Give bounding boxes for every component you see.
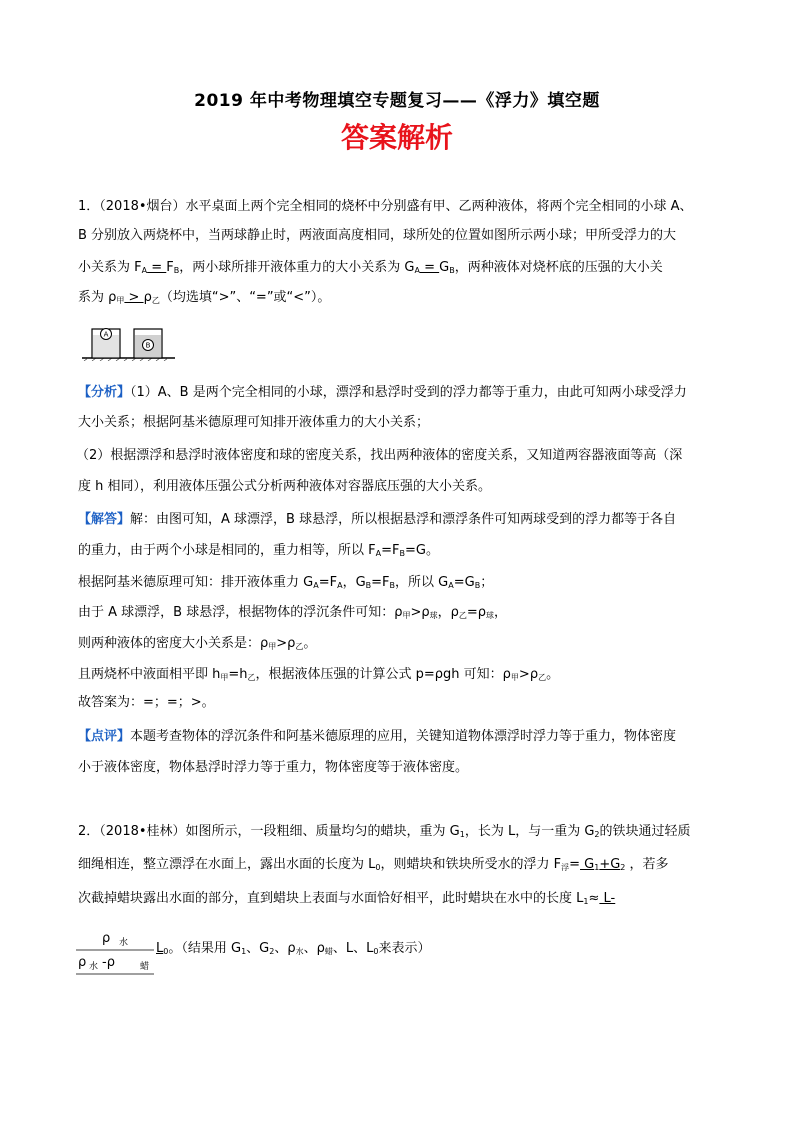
q2-line-4: $L_0$。（结果用 $G_1$、$G_2$、$\rho_水$、$\rho_蜡$、L、$L_0$来表示）	[156, 941, 431, 956]
frac-numerator-sub: 水	[119, 938, 129, 948]
answer-subtitle: 答案解析	[340, 121, 453, 154]
q1-solution-5: 则两种液体的密度大小关系是：$\rho_甲>\rho_乙$。	[78, 636, 317, 651]
frac-numerator: ρ	[102, 931, 111, 946]
q1-solution-1: 【解答】解：由图可知，A 球漂浮，B 球悬浮，所以根据悬浮和漂浮条件可知两球受到的浮力都等于各自	[78, 512, 677, 527]
q1-solution-6: 且两烧杯中液面相平即 $h_甲=h_乙$，根据液体压强的计算公式 p=ρgh 可知：$\rho_甲>\rho_乙$。	[78, 667, 560, 682]
frac-denominator-sub2: 蜡	[140, 962, 150, 972]
q1-comment-1: 【点评】本题考查物体的浮沉条件和阿基米德原理的应用，关键知道物体漂浮时浮力等于重力，物体密度	[78, 729, 677, 744]
q1-analysis-4: 度 h 相同），利用液体压强公式分析两种液体对容器底压强的大小关系。	[78, 479, 492, 494]
q2-line-3: 次截掉蜡块露出水面的部分，直到蜡块上表面与水面恰好相平，此时蜡块在水中的长度 $L_1\approx L-$	[78, 891, 616, 906]
q1-solution-2: 的重力，由于两个小球是相同的，重力相等，所以 $F_A=F_B=G$。	[78, 543, 439, 558]
q1-analysis-2: 大小关系；根据阿基米德原理可知排开液体重力的大小关系；	[78, 415, 430, 430]
q1-line-1: 1．（2018•烟台）水平桌面上两个完全相同的烧杯中分别盛有甲、乙两种液体，将两个完全相同的小球 A、	[78, 199, 693, 214]
q1-solution-4: 由于 A 球漂浮，B 球悬浮，根据物体的浮沉条件可知：$\rho_甲>\rho_球$，$\rho_乙=\rho_球$，	[78, 605, 508, 620]
q2-line-2: 细绳相连，整立漂浮在水面上，露出水面的长度为 $L_0$，则蜡块和铁块所受水的浮力 $F_浮= G_1+G_2$ ，若多	[78, 857, 669, 872]
comment-tag: 【点评】	[78, 729, 131, 744]
frac-denominator-mid: -ρ	[102, 955, 115, 970]
page-title: 2019 年中考物理填空专题复习——《浮力》填空题	[194, 91, 600, 111]
analysis-tag: 【分析】	[78, 385, 131, 400]
frac-denominator: ρ	[78, 955, 87, 970]
q1-analysis-3: （2）根据漂浮和悬浮时液体密度和球的密度关系，找出两种液体的密度关系，又知道两容器液面等高（深	[76, 448, 683, 463]
ball-b-label: B	[145, 341, 151, 350]
frac-denominator-sub: 水	[89, 962, 99, 972]
ball-a-label: A	[103, 330, 109, 339]
q1-line-3: 小关系为 $F_A = F_B$，两小球所排开液体重力的大小关系为 $G_A = G_B$，两种液体对烧杯底的压强的大小关	[78, 260, 663, 275]
q1-line-4: 系为 $\rho_甲 > \rho_乙$（均选填“>”、“=”或“<”）。	[78, 290, 331, 305]
answer-fraction	[76, 926, 156, 978]
q2-line-1: 2．（2018•桂林）如图所示，一段粗细、质量均匀的蜡块，重为 $G_1$，长为 L，与一重为 $G_2$的铁块通过轻质	[78, 824, 691, 839]
q1-solution-3: 根据阿基米德原理可知：排开液体重力 $G_A=F_A$，$G_B=F_B$，所以 $G_A=G_B$；	[78, 575, 494, 590]
q1-comment-2: 小于液体密度，物体悬浮时浮力等于重力，物体密度等于液体密度。	[78, 760, 469, 775]
q1-line-2: B 分别放入两烧杯中，当两球静止时，两液面高度相同，球所处的位置如图所示两小球；甲所受浮力的大	[78, 228, 677, 243]
solution-tag: 【解答】	[78, 512, 131, 527]
q1-analysis-1: 【分析】（1）A、B 是两个完全相同的小球，漂浮和悬浮时受到的浮力都等于重力，由此可知两小球受浮力	[78, 385, 687, 400]
q1-solution-7: 故答案为：=；=；>。	[78, 695, 215, 710]
beakers-figure	[82, 321, 175, 361]
